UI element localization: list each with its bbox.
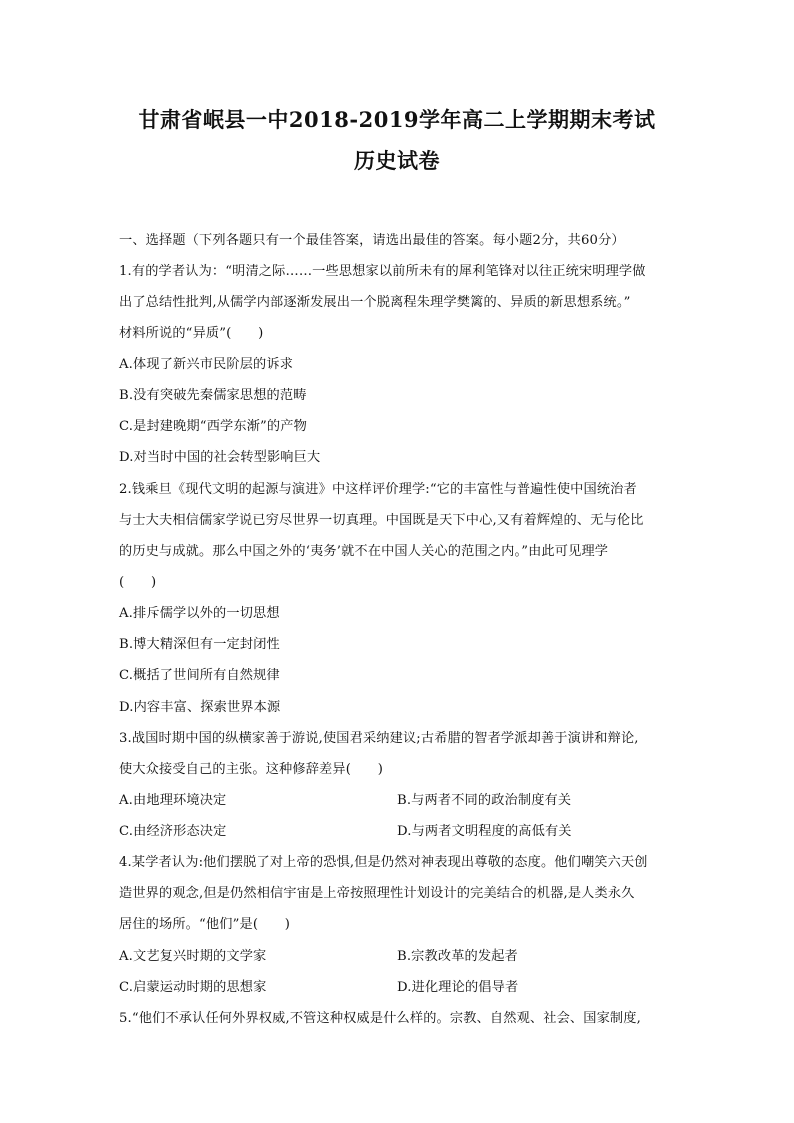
section-header: 一、选择题（下列各题只有一个最佳答案，请选出最佳的答案。每小题2分，共60分） xyxy=(119,233,625,248)
q1-stem-line-2: 出了总结性批判,从儒学内部逐渐发展出一个脱离程朱理学樊篱的、异质的新思想系统。” xyxy=(119,295,631,310)
exam-subtitle: 历史试卷 xyxy=(354,148,440,173)
q1-option-b: B.没有突破先秦儒家思想的范畴 xyxy=(119,388,307,403)
q2-stem-line-1: 2.钱乘旦《现代文明的起源与演进》中这样评价理学:“它的丰富性与普遍性使中国统治者 xyxy=(119,482,637,497)
q3-option-c: C.由经济形态决定 xyxy=(119,824,227,839)
q2-option-c: C.概括了世间所有自然规律 xyxy=(119,668,280,683)
q1-option-c: C.是封建晚期“西学东渐”的产物 xyxy=(119,419,307,434)
q1-option-a: A.体现了新兴市民阶层的诉求 xyxy=(119,357,294,372)
q2-option-b: B.博大精深但有一定封闭性 xyxy=(119,637,280,652)
q5-stem-line-1: 5.“他们不承认任何外界权威,不管这种权威是什么样的。宗教、自然观、社会、国家制度, xyxy=(119,1011,641,1026)
q3-option-d: D.与两者文明程度的高低有关 xyxy=(397,824,572,839)
q1-option-d: D.对当时中国的社会转型影响巨大 xyxy=(119,450,321,465)
q3-stem-line-1: 3.战国时期中国的纵横家善于游说,使国君采纳建议;古希腊的智者学派却善于演讲和辩论, xyxy=(119,731,639,746)
q4-stem-line-3: 居住的场所。“他们”是( ) xyxy=(119,917,291,932)
q2-option-d: D.内容丰富、探索世界本源 xyxy=(119,700,281,715)
exam-title: 甘肃省岷县一中2018-2019学年高二上学期期末考试 xyxy=(138,107,656,132)
q2-stem-line-3: 的历史与成就。那么中国之外的‘夷务’就不在中国人关心的范围之内。”由此可见理学 xyxy=(119,544,609,559)
q3-option-a: A.由地理环境决定 xyxy=(119,793,227,808)
q4-option-c: C.启蒙运动时期的思想家 xyxy=(119,980,267,995)
q2-stem-line-2: 与士大夫相信儒家学说已穷尽世界一切真理。中国既是天下中心,又有着辉煌的、无与伦比 xyxy=(119,513,644,528)
q2-option-a: A.排斥儒学以外的一切思想 xyxy=(119,606,280,621)
q4-stem-line-2: 造世界的观念,但是仍然相信宇宙是上帝按照理性计划设计的完美结合的机器,是人类永久 xyxy=(119,886,635,901)
q2-stem-line-4: ( ) xyxy=(119,575,157,590)
q4-stem-line-1: 4.某学者认为:他们摆脱了对上帝的恐惧,但是仍然对神表现出尊敬的态度。他们嘲笑六天创 xyxy=(119,855,648,870)
q4-option-b: B.宗教改革的发起者 xyxy=(397,949,518,964)
q1-stem-line-1: 1.有的学者认为：“明清之际……一些思想家以前所未有的犀利笔锋对以往正统宋明理学做 xyxy=(119,264,646,279)
q4-option-d: D.进化理论的倡导者 xyxy=(397,980,519,995)
q3-option-b: B.与两者不同的政治制度有关 xyxy=(397,793,572,808)
q4-option-a: A.文艺复兴时期的文学家 xyxy=(119,949,267,964)
q3-stem-line-2: 使大众接受自己的主张。这种修辞差异( ) xyxy=(119,762,384,777)
q1-stem-line-3: 材料所说的“异质”( ) xyxy=(119,326,264,341)
